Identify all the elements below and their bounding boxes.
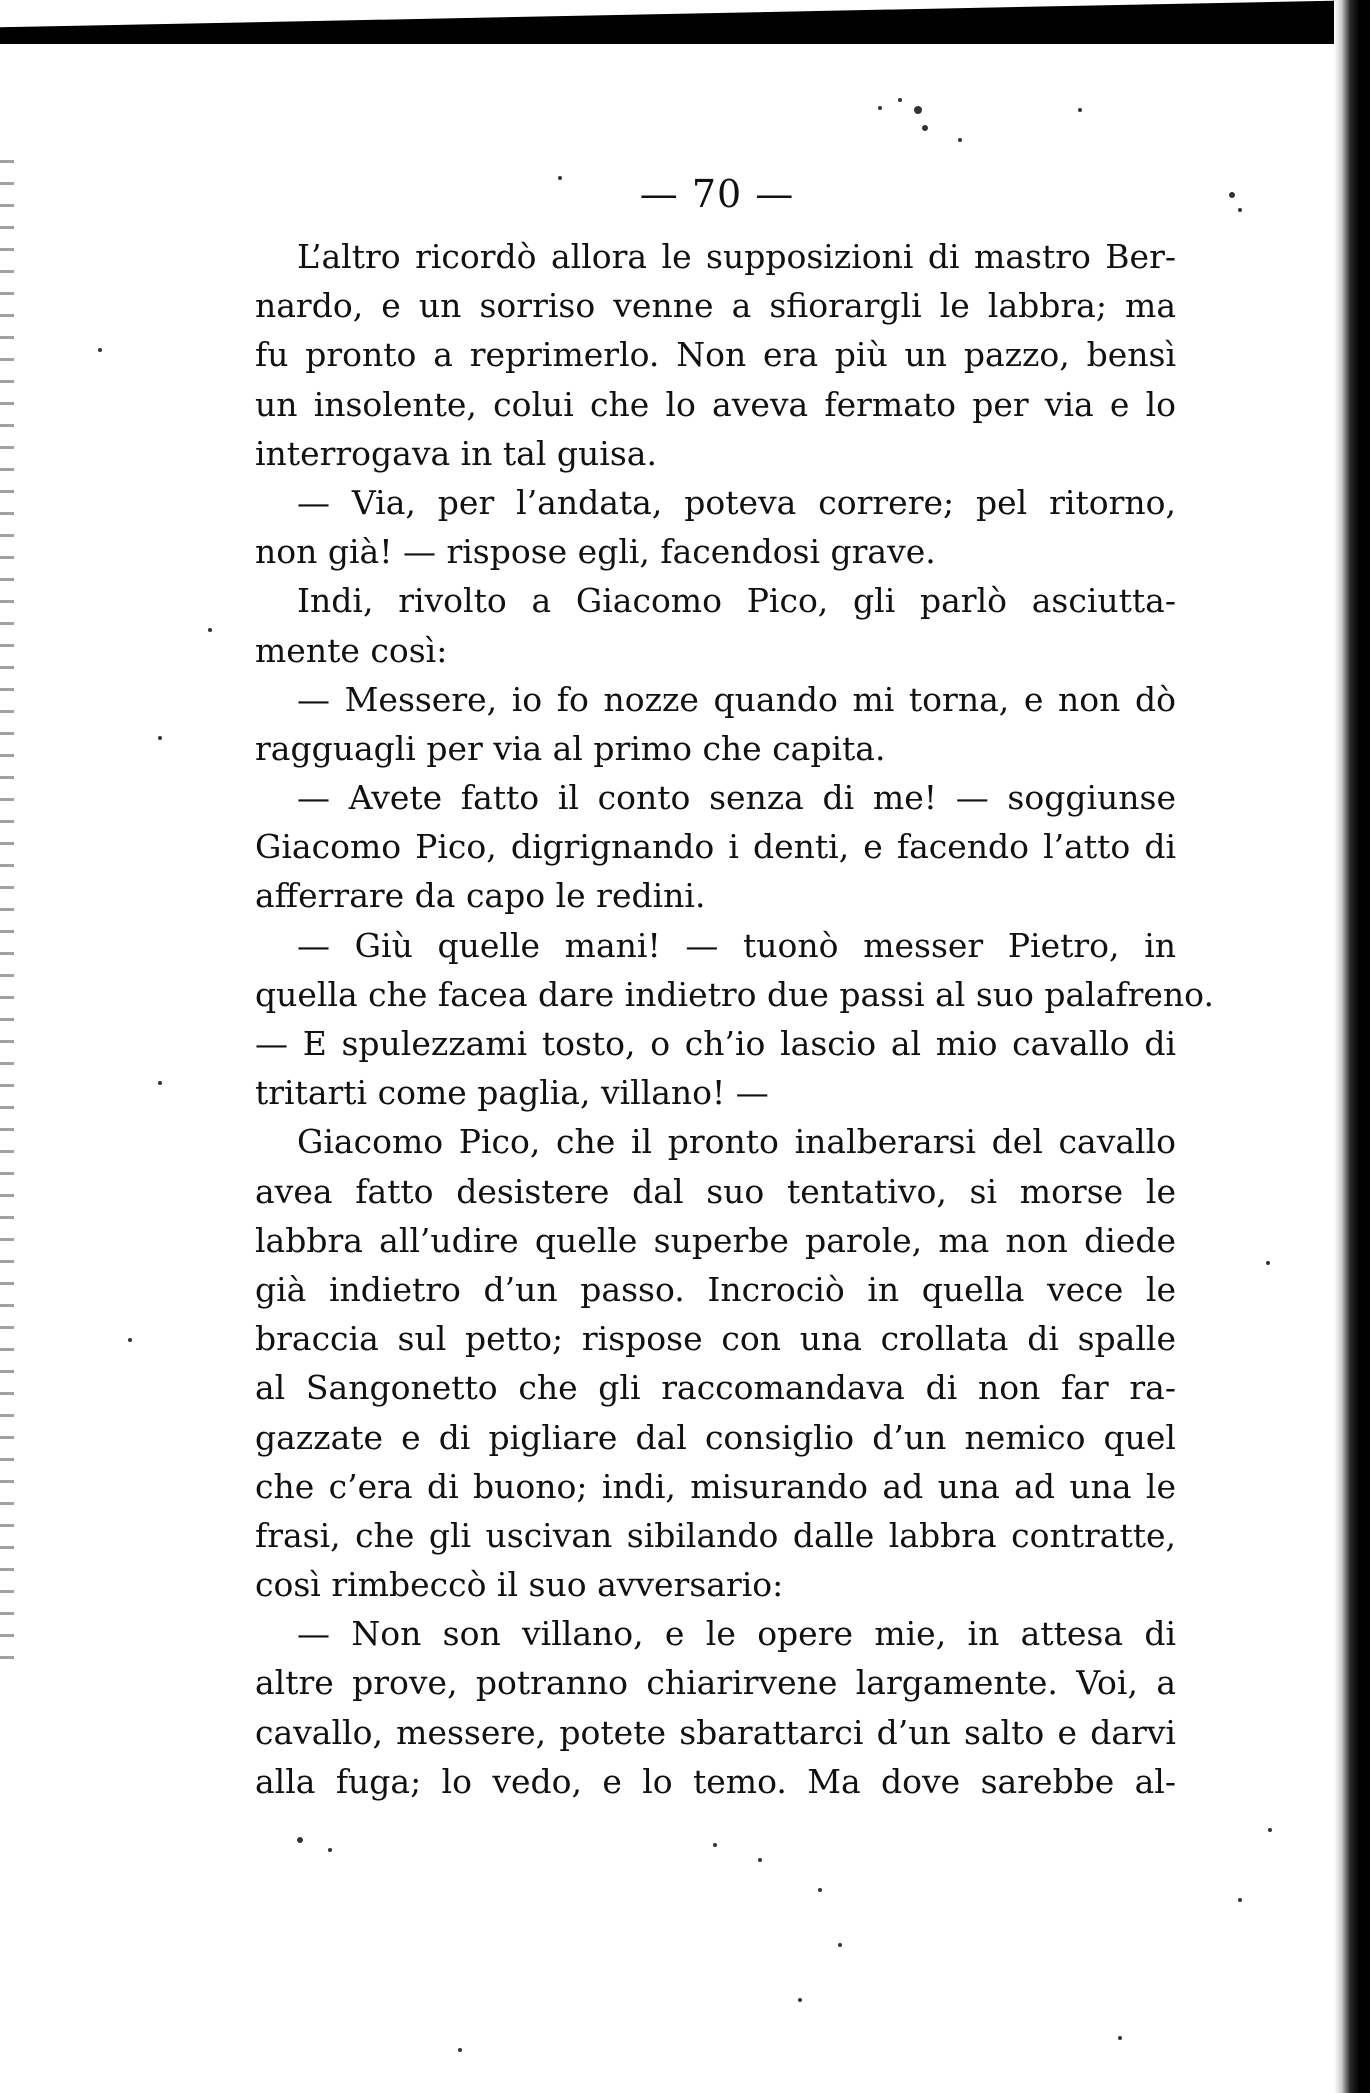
- text-line: braccia sul petto; rispose con una crollata di spalle: [255, 1319, 1176, 1359]
- text-line: frasi, che gli uscivan sibilando dalle labbra contratte,: [255, 1515, 1176, 1555]
- text-line: afferrare da capo le redini.: [255, 876, 706, 916]
- text-line: che c’era di buono; indi, misurando ad una ad una le: [255, 1466, 1176, 1506]
- text-line: Giacomo Pico, che il pronto inalberarsi del cavallo: [297, 1122, 1176, 1162]
- text-line: L’altro ricordò allora le supposizioni di mastro Ber-: [297, 237, 1176, 276]
- text-line: altre prove, potranno chiarirvene largamente. Voi, a: [255, 1663, 1176, 1703]
- text-line: — Giù quelle mani! — tuonò messer Pietro, in: [297, 925, 1176, 965]
- page-number: — 70 —: [639, 172, 795, 216]
- scan-right-binding-edge: [1334, 0, 1370, 2093]
- text-line: Giacomo Pico, digrignando i denti, e facendo l’atto di: [255, 827, 1176, 867]
- text-line: alla fuga; lo vedo, e lo temo. Ma dove sarebbe al-: [255, 1761, 1176, 1801]
- text-line: — E spulezzami tosto, o ch’io lascio al mio cavallo di: [255, 1024, 1176, 1063]
- text-line: — Messere, io fo nozze quando mi torna, e non dò: [297, 679, 1176, 719]
- text-line: un insolente, colui che lo aveva fermato per via e lo: [255, 384, 1176, 424]
- scan-left-edge-noise: [0, 160, 14, 1660]
- text-line: gazzate e di pigliare dal consiglio d’un nemico quel: [255, 1417, 1176, 1457]
- text-line: labbra all’udire quelle superbe parole, ma non diede: [255, 1220, 1176, 1260]
- body-text: [255, 232, 1214, 1806]
- scan-top-border: [0, 0, 1370, 44]
- text-line: non già! — rispose egli, facendosi grave.: [255, 532, 936, 572]
- text-line: — Non son villano, e le opere mie, in attesa di: [297, 1614, 1176, 1654]
- text-line: mente così:: [255, 630, 448, 670]
- text-line: interrogava in tal guisa.: [255, 433, 657, 473]
- text-line: al Sangonetto che gli raccomandava di non far ra-: [255, 1368, 1176, 1408]
- text-line: fu pronto a reprimerlo. Non era più un pazzo, bensì: [255, 335, 1176, 375]
- text-line: — Avete fatto il conto senza di me! — soggiunse: [297, 778, 1176, 818]
- text-line: quella che facea dare indietro due passi al suo palafreno.: [255, 974, 1214, 1014]
- text-line: — Via, per l’andata, poteva correre; pel ritorno,: [297, 482, 1176, 522]
- text-line: Indi, rivolto a Giacomo Pico, gli parlò asciutta-: [297, 581, 1176, 621]
- text-line: cavallo, messere, potete sbarattarci d’un salto e darvi: [255, 1712, 1176, 1752]
- text-line: tritarti come paglia, villano! —: [255, 1073, 769, 1113]
- text-line: così rimbeccò il suo avversario:: [255, 1565, 784, 1605]
- text-line: nardo, e un sorriso venne a sfiorargli le labbra; ma: [255, 286, 1176, 326]
- text-line: avea fatto desistere dal suo tentativo, si morse le: [255, 1171, 1176, 1211]
- text-line: già indietro d’un passo. Incrociò in quella vece le: [255, 1269, 1176, 1309]
- text-line: ragguagli per via al primo che capita.: [255, 728, 886, 768]
